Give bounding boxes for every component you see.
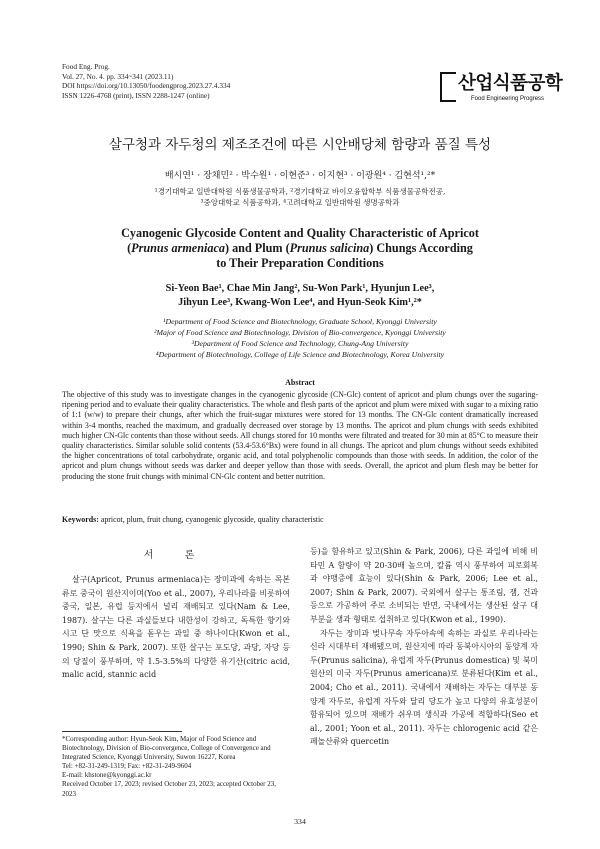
left-column bbox=[62, 573, 290, 682]
korean-affiliations bbox=[0, 187, 600, 208]
right-column bbox=[310, 545, 538, 749]
footnote bbox=[62, 735, 290, 799]
korean-authors: 배시연¹ · 장채민² · 박수원¹ · 이현준³ · 이지현³ · 이광원⁴ · 김현석¹,²* bbox=[164, 171, 436, 181]
logo-bracket-icon bbox=[440, 72, 456, 102]
title-text: ) and Plum ( bbox=[224, 241, 290, 255]
contact-phone: Tel: +82-31-249-1319; Fax: +82-31-249-9604 bbox=[62, 762, 192, 771]
received-dates: Received October 17, 2023; revised October 23, 2023; accepted October 23, 2023 bbox=[62, 780, 277, 798]
logo-english-text: Food Engineering Progress bbox=[471, 96, 545, 102]
contact-email: E-mail: khstone@kyonggi.ac.kr bbox=[62, 771, 152, 780]
body-paragraph: 등)을 함유하고 있고(Shin & Park, 2006), 다른 과일에 비해 비타민 A 함량이 약 20-30배 높으며, 칼륨 역시 풍부하여 피로회복과 야맹증에 효능이 있다(Shin & Park, 2006; Lee et al., 2007; Shin & Park, 2007). 국외에서 살구는 통조림, 잼, 건과 등으로 가공하여 주로 소비되는 반면, 국내에서는 생산된 살구 대부분을 생과 형태로 섭취하고 있다(Kwon et al., 1990). bbox=[310, 547, 538, 624]
footnote-divider bbox=[62, 731, 182, 732]
english-affiliation-line: ²Major of Food Science and Biotechnology, Division of Bio-convergence, Kyonggi University bbox=[154, 328, 446, 337]
english-authors-line: Jihyun Lee³, Kwang-Won Lee⁴, and Hyun-Seok Kim¹,²* bbox=[178, 297, 422, 308]
title-text: ( bbox=[127, 241, 132, 255]
body-paragraph: 자두는 장미과 벚나무속 자두아속에 속하는 과실로 우리나라는 신라 시대부터 재배됐으며, 원산지에 따라 동북아시아의 동양계 자두(Prunus salicina), 유럽계 자두(Prunus domestica) 및 북미 원산의 미국 자두(Prunus americana)로 분류된다(Kim et al., 2004; Cho et al., 2011). 국내에서 재배하는 자두는 대부분 동양계 자두로, 유럽계 자두와 달리 당도가 높고 다양의 유효성분이 함유되어 있으며 재배가 쉬우며 생식과 가공에 적합하다(Seo et al., 2001; Yoon et al., 2011). 자두는 chlorogenic acid 같은 페놀산류와 quercetin bbox=[310, 628, 538, 747]
journal-issn: ISSN 1226-4768 (print), ISSN 2288-1247 (online) bbox=[62, 90, 210, 100]
page-number: 334 bbox=[294, 817, 306, 826]
korean-affiliation-line: ³중앙대학교 식품공학과, ⁴고려대학교 일반대학원 생명공학과 bbox=[200, 197, 400, 207]
journal-logo bbox=[440, 72, 563, 106]
english-authors-line: Si-Yeon Bae¹, Chae Min Jang², Su-Won Park¹, Hyunjun Lee³, bbox=[165, 283, 435, 294]
abstract-body: The objective of this study was to investigate changes in the cyanogenic glycoside (CN-Glc) content of apricot and plum chungs over the sugaring-ripening period and to evaluate their quality characteristics. The whole and flesh parts of the apricot and plum were mixed with sugar to a mixing ratio of 1:1 (w/w) to prepare their chungs, after which the fruit-sugar mixtures were stored for 13 months. The CN-Glc content dramatically increased within 3-4 months, reached the maximum, and gradually decreased over storage by 13 months. The apricot and plum chungs with seeds exhibited much higher CN-Glc contents than those without seeds. All chungs stored for 10 months were filtrated and treated for 30 min at 85°C to measure their quality characteristics. Similar soluble solid contents (53.4-53.6°Bx) were found in all chungs. The apricot and plum chungs without seeds exhibited the higher concentrations of total carbohydrate, organic acid, and total polyphenolic compounds than those with seeds. In addition, the color of the apricot and plum chungs without seeds was darker and deeper yellow than those with seeds. Overall, the apricot and plum flesh may be better for producing the stone fruit chungs with minimal CN-Glc content and better nutrition. bbox=[62, 390, 538, 481]
logo-korean-text: 산업식품공학 bbox=[458, 73, 563, 94]
english-title bbox=[0, 226, 600, 271]
keywords-label: Keywords: bbox=[62, 515, 99, 524]
section-title-intro: 서 론 bbox=[143, 550, 209, 561]
english-title-line: to Their Preparation Conditions bbox=[216, 256, 384, 270]
journal-name: Food Eng. Prog. bbox=[62, 62, 110, 71]
title-latin-name: Prunus salicina bbox=[289, 241, 370, 255]
body-paragraph: 살구(Apricot, Prunus armeniaca)는 장미과에 속하는 목본류로 중국이 원산지이며(Yoo et al., 2007), 우리나라를 비롯하여 중국, 일본, 유럽 등지에서 널리 재배되고 있다(Nam & Lee, 1987). 살구는 다른 과실들보다 내한성이 강하고, 독특한 향기와 시고 단 맛으로 식욕을 돋우는 과일 중 하나이다(Kwon et al., 1990; Shin & Park, 2007). 또한 살구는 포도당, 과당, 자당 등의 당질이 풍부하며, 약 1.5-3.5%의 다양한 유기산(citric acid, malic acid, stannic acid bbox=[62, 575, 290, 680]
journal-doi: DOI https://doi.org/10.13050/foodengprog.2023.27.4.334 bbox=[62, 81, 231, 91]
english-title-line bbox=[0, 241, 600, 256]
korean-affiliation-line: ¹경기대학교 일반대학원 식품생물공학과, ²경기대학교 바이오융합학부 식품생물공학전공, bbox=[154, 187, 446, 196]
title-text: ) Chungs According bbox=[369, 241, 473, 255]
english-affiliation-line: ¹Department of Food Science and Biotechnology, Graduate School, Kyonggi University bbox=[163, 317, 437, 326]
keywords bbox=[62, 515, 538, 524]
journal-header bbox=[62, 62, 230, 100]
keywords-list: apricot, plum, fruit chung, cyanogenic glycoside, quality characteristic bbox=[100, 515, 324, 524]
journal-volume: Vol. 27, No. 4. pp. 334~341 (2023.11) bbox=[62, 71, 174, 81]
korean-title: 살구청과 자두청의 제조조건에 따른 시안배당체 함량과 품질 특성 bbox=[108, 137, 492, 153]
english-affiliation-line: ⁴Department of Biotechnology, College of Life Science and Biotechnology, Korea University bbox=[155, 350, 445, 359]
abstract-heading: Abstract bbox=[285, 378, 315, 387]
english-authors bbox=[0, 282, 600, 310]
corresponding-author: *Corresponding author: Hyun-Seok Kim, Major of Food Science and Biotechnology, Division of Bio-convergence, College of Convergence and Integrated Science, Kyonggi University, Suwon 16227, Korea bbox=[62, 735, 271, 762]
title-latin-name: Prunus armeniaca bbox=[131, 241, 225, 255]
english-title-line: Cyanogenic Glycoside Content and Quality Characteristic of Apricot bbox=[121, 226, 479, 240]
english-affiliations bbox=[0, 316, 600, 360]
english-affiliation-line: ³Department of Food Science and Technology, Chung-Ang University bbox=[191, 339, 409, 348]
